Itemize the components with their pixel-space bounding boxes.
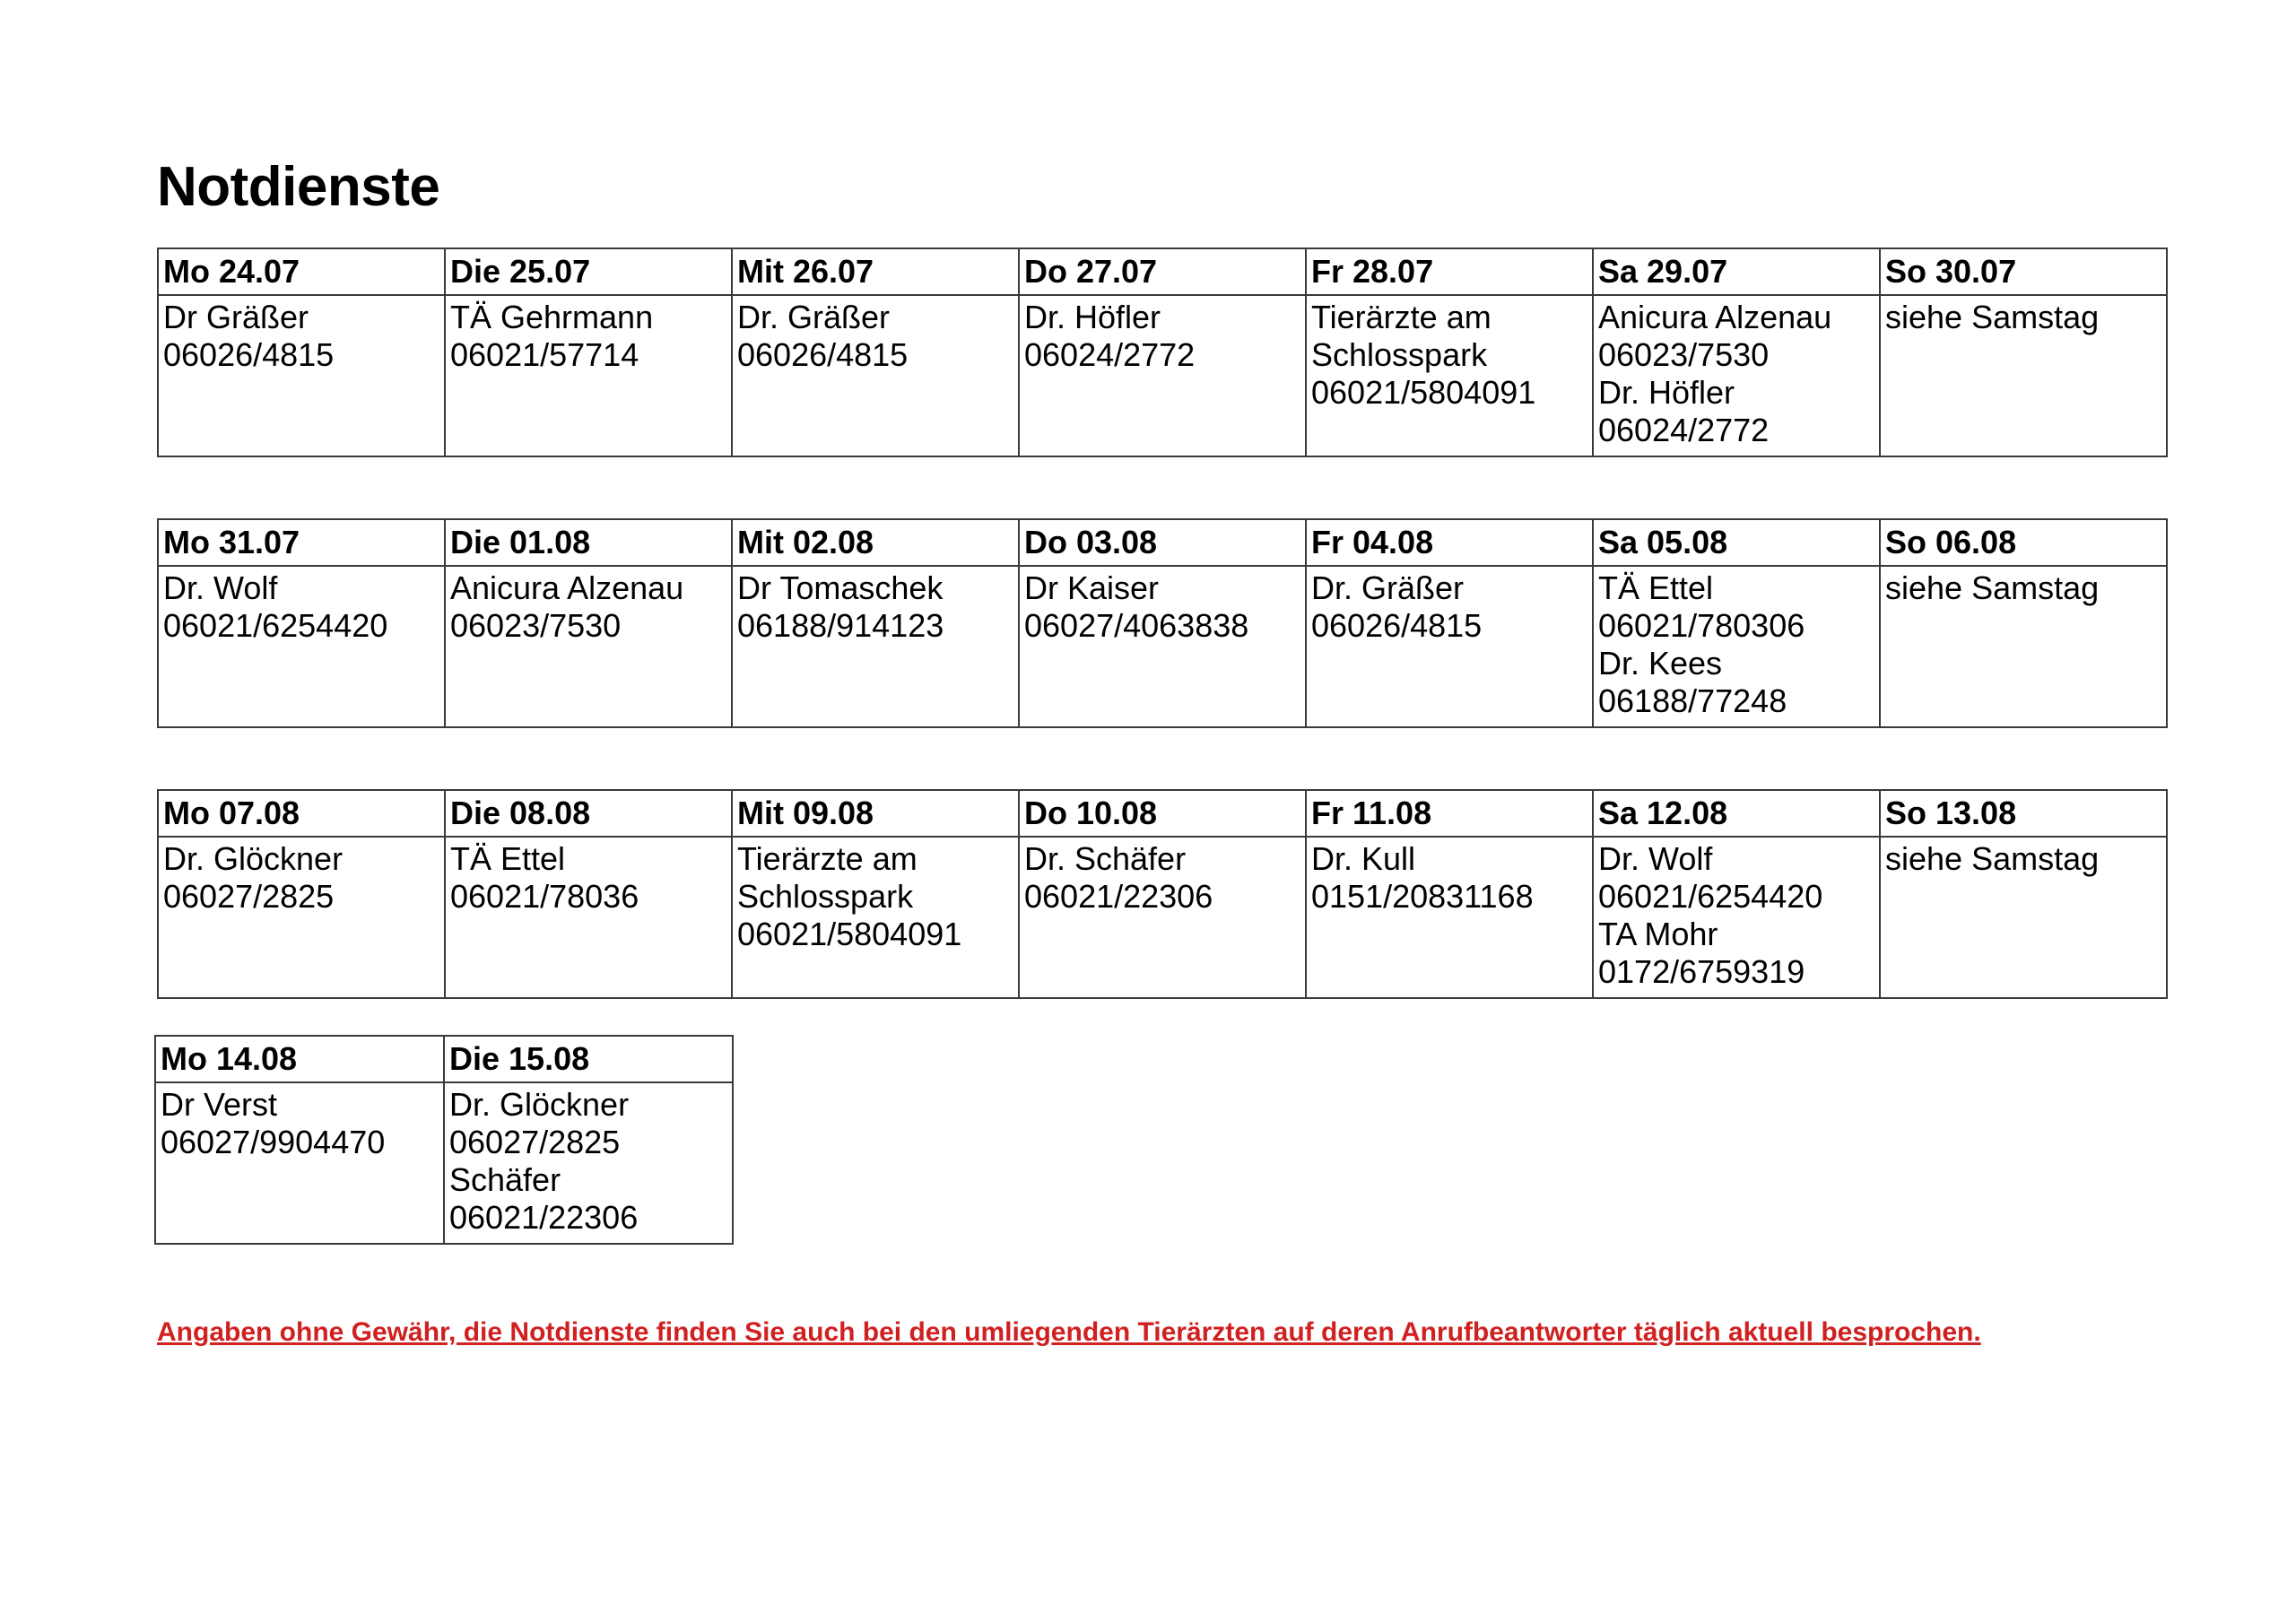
duty-cell (1019, 837, 1306, 998)
phone-number: Schlosspark (737, 878, 914, 915)
week-table-1 (157, 248, 2168, 457)
day-header: Mo 31.07 (158, 519, 445, 566)
vet-name: TÄ Gehrmann (450, 299, 654, 335)
day-header: Sa 05.08 (1593, 519, 1880, 566)
duty-row (155, 1082, 733, 1244)
phone-number: 06021/6254420 (163, 607, 388, 644)
vet-name: Dr. Gräßer (737, 299, 891, 335)
duty-cell (445, 837, 732, 998)
vet-name: TÄ Ettel (1598, 569, 1714, 606)
vet-name: Dr. Glöckner (449, 1086, 630, 1123)
phone-number: 06026/4815 (163, 336, 335, 373)
day-header: So 30.07 (1880, 248, 2167, 295)
vet-name: 06021/5804091 (737, 916, 962, 952)
day-header: Die 01.08 (445, 519, 732, 566)
phone-number: 0151/20831168 (1311, 878, 1534, 915)
day-header-row (158, 248, 2167, 295)
vet-name: Dr. Kull (1311, 840, 1416, 877)
vet-name: Tierärzte am (1311, 299, 1492, 335)
day-header: Sa 12.08 (1593, 790, 1880, 837)
day-header: Mit 09.08 (732, 790, 1019, 837)
duty-row (158, 837, 2167, 998)
phone-number: 06027/2825 (163, 878, 335, 915)
phone-number: 06024/2772 (1024, 336, 1196, 373)
duty-cell (158, 566, 445, 727)
vet-name: siehe Samstag (1885, 840, 2100, 877)
day-header: Do 03.08 (1019, 519, 1306, 566)
day-header: Fr 04.08 (1306, 519, 1593, 566)
phone-number: 06021/57714 (450, 336, 639, 373)
day-header: Fr 11.08 (1306, 790, 1593, 837)
duty-cell (732, 566, 1019, 727)
duty-cell (732, 837, 1019, 998)
vet-name: TA Mohr (1598, 916, 1718, 952)
phone-number: 06188/77248 (1598, 682, 1787, 719)
phone-number: 0172/6759319 (1598, 953, 1805, 990)
vet-name: Dr. Höfler (1024, 299, 1161, 335)
phone-number: 06027/4063838 (1024, 607, 1249, 644)
vet-name: Anicura Alzenau (450, 569, 684, 606)
duty-cell (445, 566, 732, 727)
vet-name: Dr Verst (161, 1086, 278, 1123)
vet-name: Dr. Gräßer (1311, 569, 1465, 606)
day-header: Do 10.08 (1019, 790, 1306, 837)
phone-number: 06024/2772 (1598, 412, 1770, 448)
phone-number: Schlosspark (1311, 336, 1488, 373)
duty-cell (1880, 566, 2167, 727)
vet-name: Dr. Wolf (163, 569, 278, 606)
phone-number: 06021/780306 (1598, 607, 1805, 644)
vet-name: Dr Gräßer (163, 299, 309, 335)
vet-name: Dr. Glöckner (163, 840, 344, 877)
vet-name: Dr Tomaschek (737, 569, 944, 606)
day-header: So 06.08 (1880, 519, 2167, 566)
day-header: Mo 14.08 (155, 1036, 444, 1082)
vet-name: Dr. Kees (1598, 645, 1723, 682)
phone-number: 06027/2825 (449, 1124, 621, 1160)
duty-cell (1593, 566, 1880, 727)
phone-number: 06021/22306 (449, 1199, 639, 1236)
day-header: Mo 24.07 (158, 248, 445, 295)
disclaimer-text: Angaben ohne Gewähr, die Notdienste finden Sie auch bei den umliegenden Tierärzten auf deren Anrufbeantworter täglich aktuell besprochen. (157, 1317, 1981, 1347)
day-header-row (158, 790, 2167, 837)
duty-cell (158, 837, 445, 998)
day-header: Die 08.08 (445, 790, 732, 837)
duty-cell (1019, 295, 1306, 456)
duty-cell (158, 295, 445, 456)
phone-number: 06021/22306 (1024, 878, 1213, 915)
duty-cell (445, 295, 732, 456)
duty-row (158, 566, 2167, 727)
duty-cell (1306, 566, 1593, 727)
day-header: Mit 02.08 (732, 519, 1019, 566)
duty-cell (444, 1082, 733, 1244)
duty-cell (1306, 837, 1593, 998)
phone-number: 06027/9904470 (161, 1124, 386, 1160)
duty-cell (1880, 837, 2167, 998)
vet-name: 06021/5804091 (1311, 374, 1536, 411)
vet-name: Dr. Schäfer (1024, 840, 1187, 877)
phone-number: 06026/4815 (1311, 607, 1483, 644)
day-header: Fr 28.07 (1306, 248, 1593, 295)
day-header: Do 27.07 (1019, 248, 1306, 295)
vet-name: Dr. Wolf (1598, 840, 1713, 877)
duty-cell (1880, 295, 2167, 456)
vet-name: Dr. Höfler (1598, 374, 1735, 411)
vet-name: Schäfer (449, 1161, 561, 1198)
duty-cell (1593, 837, 1880, 998)
duty-row (158, 295, 2167, 456)
day-header: Mit 26.07 (732, 248, 1019, 295)
duty-cell (1593, 295, 1880, 456)
vet-name: siehe Samstag (1885, 299, 2100, 335)
vet-name: Anicura Alzenau (1598, 299, 1832, 335)
duty-cell (1019, 566, 1306, 727)
day-header: Sa 29.07 (1593, 248, 1880, 295)
phone-number: 06023/7530 (450, 607, 622, 644)
week-table-4 (154, 1035, 734, 1245)
duty-cell (732, 295, 1019, 456)
phone-number: 06023/7530 (1598, 336, 1770, 373)
day-header: Die 15.08 (444, 1036, 733, 1082)
phone-number: 06026/4815 (737, 336, 909, 373)
vet-name: Dr Kaiser (1024, 569, 1160, 606)
day-header: So 13.08 (1880, 790, 2167, 837)
day-header: Die 25.07 (445, 248, 732, 295)
week-table-2 (157, 518, 2168, 728)
vet-name: TÄ Ettel (450, 840, 566, 877)
duty-cell (1306, 295, 1593, 456)
day-header: Mo 07.08 (158, 790, 445, 837)
phone-number: 06188/914123 (737, 607, 944, 644)
vet-name: siehe Samstag (1885, 569, 2100, 606)
vet-name: Tierärzte am (737, 840, 918, 877)
phone-number: 06021/6254420 (1598, 878, 1823, 915)
day-header-row (158, 519, 2167, 566)
page-title: Notdienste (157, 156, 440, 218)
duty-cell (155, 1082, 444, 1244)
week-table-3 (157, 789, 2168, 999)
phone-number: 06021/78036 (450, 878, 639, 915)
day-header-row (155, 1036, 733, 1082)
